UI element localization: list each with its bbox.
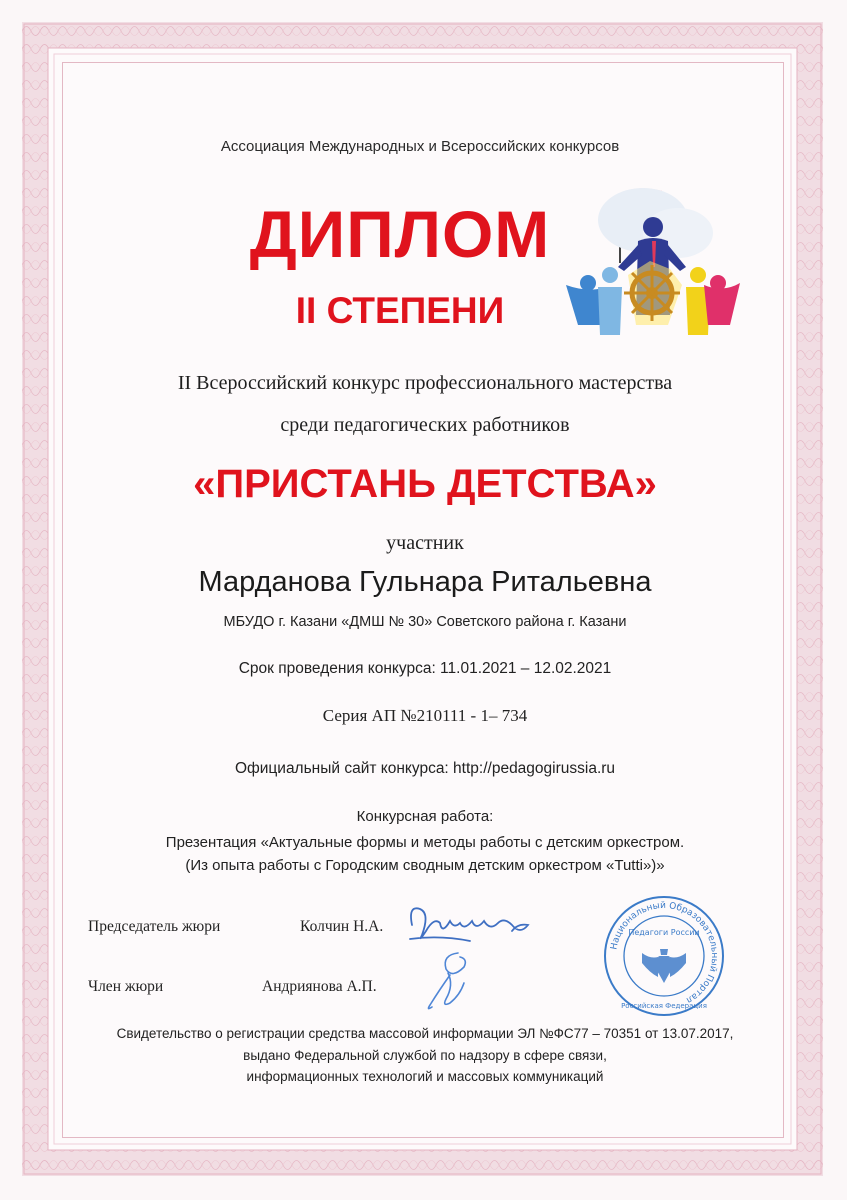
signature-chair-icon [400,895,535,950]
footer-line-1: Свидетельство о регистрации средства массовой информации ЭЛ №ФС77 – 70351 от 13.07.2017, [116,1026,734,1041]
contest-website: Официальный сайт конкурса: http://pedagogirussia.ru [234,760,616,777]
seal-ring-text: Национальный Образовательный Портал [609,900,720,1005]
footer-line-3: информационных технологий и массовых коммуникаций [246,1069,604,1084]
seal-bottom-text: Российская Федерация [621,1002,707,1010]
jury-chair-title: Председатель жюри [88,918,221,935]
diploma-degree: II СТЕПЕНИ [295,290,505,331]
contest-line-1: II Всероссийский конкурс профессионального мастерства [177,372,673,394]
diploma-series: Серия АП №210111 - 1– 734 [322,706,528,725]
participant-organization: МБУДО г. Казани «ДМШ № 30» Советского района г. Казани [223,614,627,630]
participant-name: Марданова Гульнара Ритальевна [198,566,652,598]
work-title-line-1: Презентация «Актуальные формы и методы работы с детским оркестром. [165,834,685,851]
work-label: Конкурсная работа: [356,808,494,825]
participant-role: участник [386,532,464,554]
people-helm-logo-icon [558,175,743,350]
seal-center-text: Педагоги России [628,928,700,937]
seal-icon [600,895,728,1017]
jury-member-title: Член жюри [88,978,164,995]
diploma-title: ДИПЛОМ [249,197,551,271]
association-name: Ассоциация Международных и Всероссийских конкурсов [220,138,620,155]
contest-period: Срок проведения конкурса: 11.01.2021 – 12.02.2021 [238,660,612,677]
contest-name: «ПРИСТАНЬ ДЕТСТВА» [193,462,657,506]
contest-line-2: среди педагогических работников [280,414,570,436]
footer-line-2: выдано Федеральной службой по надзору в сфере связи, [243,1048,607,1063]
signature-member-icon [420,945,480,1015]
jury-chair-name: Колчин Н.А. [300,918,384,935]
work-title-line-2: (Из опыта работы с Городским сводным детским оркестром «Tutti»)» [185,857,665,874]
jury-member-name: Андриянова А.П. [262,978,377,995]
